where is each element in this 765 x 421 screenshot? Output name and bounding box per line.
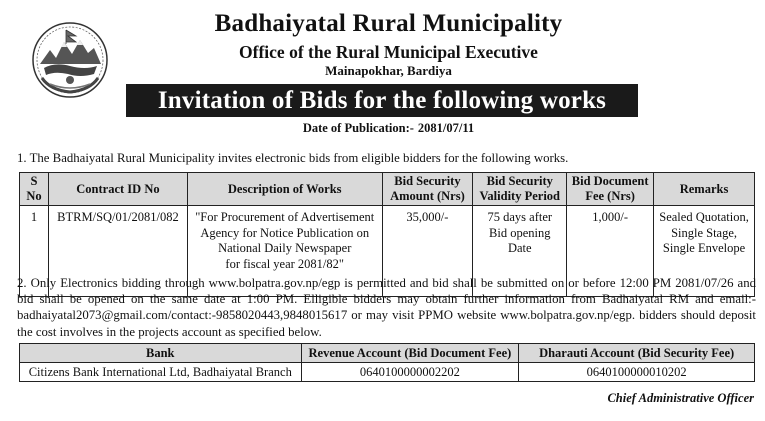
- header-text: S: [30, 174, 38, 188]
- col-header-revenue-account: Revenue Account (Bid Document Fee): [301, 344, 519, 363]
- validity-line: Bid opening: [489, 225, 551, 240]
- table-header-row: [20, 344, 755, 363]
- header-text: Bid Document: [571, 174, 649, 188]
- validity-line: Date: [507, 241, 532, 255]
- header-text: Validity Period: [479, 189, 560, 203]
- publication-date: [0, 121, 765, 136]
- publication-date-value: 2081/07/11: [417, 121, 475, 135]
- col-header-contract-id: Contract ID No: [48, 173, 187, 206]
- header-text: Bid Security: [394, 174, 461, 188]
- col-header-bid-security: [382, 173, 473, 206]
- col-header-doc-fee: [567, 173, 654, 206]
- signatory-title: Chief Administrative Officer: [607, 391, 754, 405]
- cell-revenue-account: 0640100000002202: [301, 363, 519, 382]
- header-text: Fee (Nrs): [585, 189, 635, 203]
- description-line: for fiscal year 2081/82": [225, 256, 345, 271]
- col-header-validity: [473, 173, 567, 206]
- cell-bank-name: Citizens Bank International Ltd, Badhaiyatal Branch: [20, 363, 302, 382]
- validity-line: 75 days after: [487, 210, 553, 224]
- table-header-row: [20, 173, 755, 206]
- col-header-bank: Bank: [20, 344, 302, 363]
- description-line: Agency for Notice Publication on: [200, 225, 370, 240]
- office-address: Mainapokhar, Bardiya: [325, 63, 452, 78]
- description-line: National Daily Newspaper: [218, 241, 352, 255]
- publication-date-label: Date of Publication:-: [302, 121, 414, 135]
- cell-dharauti-account: 0640100000010202: [519, 363, 755, 382]
- col-header-description: Description of Works: [187, 173, 382, 206]
- cell-bid-security: 35,000/-: [382, 206, 473, 297]
- header-text: No: [26, 189, 42, 203]
- org-name: Badhaiyatal Rural Municipality: [214, 10, 563, 37]
- cell-sno: 1: [20, 206, 49, 297]
- table-row: [20, 363, 755, 382]
- description-line: "For Procurement of Advertisement: [195, 210, 375, 224]
- header-text: Amount (Nrs): [390, 189, 465, 203]
- notice-title-banner: Invitation of Bids for the following works: [126, 84, 638, 117]
- remarks-line: Single Envelope: [662, 241, 746, 255]
- col-header-remarks: Remarks: [654, 173, 755, 206]
- remarks-line: Sealed Quotation,: [659, 210, 749, 224]
- cell-doc-fee: 1,000/-: [567, 206, 654, 297]
- office-name: Office of the Rural Municipal Executive: [239, 42, 538, 62]
- cell-contract-id: BTRM/SQ/01/2081/082: [48, 206, 187, 297]
- submission-instructions-paragraph: 2. Only Electronics bidding through www.bolpatra.gov.np/egp is permitted and bid shall be submitted on or before 12:00 PM 2081/07/26 and bid shall be opened on the same date at 1:00 PM. Elligible bidders may obtain further information from Badhaiyatal RM and email:- badhaiyatal2073@gmail.com/contact:-9858020443,9848015617 or may visit PPMO website www.bolpatra.gov.np/egp. bidders should deposit the cost involves in the projects account as specified below.: [17, 276, 756, 339]
- col-header-dharauti-account: Dharauti Account (Bid Security Fee): [519, 344, 755, 363]
- intro-paragraph: 1. The Badhaiyatal Rural Municipality invites electronic bids from eligible bidders for the following works.: [17, 151, 569, 165]
- header-text: Bid Security: [486, 174, 553, 188]
- remarks-line: Single Stage,: [671, 225, 738, 240]
- bank-accounts-table: [19, 343, 755, 382]
- col-header-sno: [20, 173, 49, 206]
